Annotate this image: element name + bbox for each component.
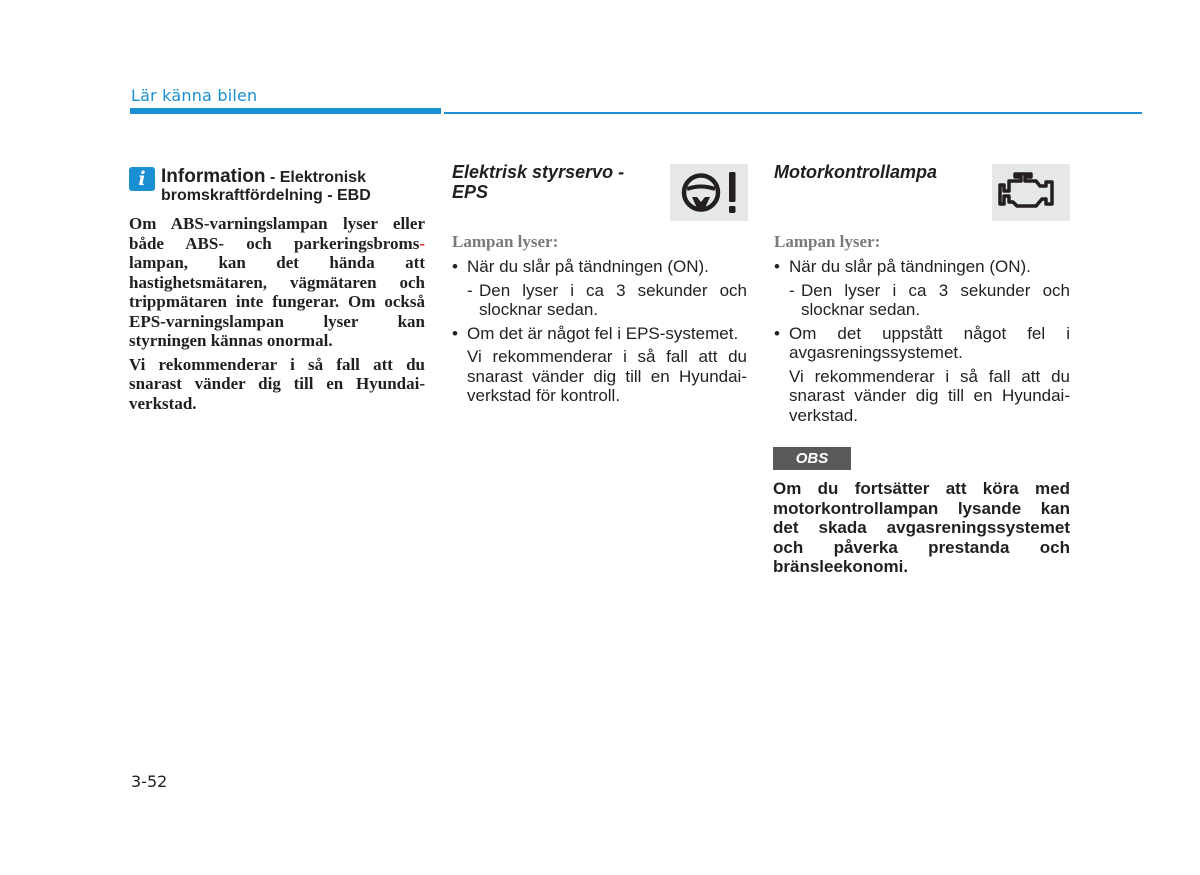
bullet: • xyxy=(452,257,458,276)
eps-bullet-1: När du slår på tändningen (ON). xyxy=(467,257,709,276)
engine-icon-box xyxy=(992,164,1070,221)
info-title xyxy=(161,168,425,205)
list-item xyxy=(452,324,747,344)
info-paragraph-1 xyxy=(129,214,425,351)
info-icon: i xyxy=(129,167,155,191)
info-title-rest-2: bromskraftfördelning - EBD xyxy=(161,187,371,204)
engine-bullet-1-sub: Den lyser i ca 3 sekunder och slocknar sedan. xyxy=(801,280,1070,319)
engine-title: Motorkontrollampa xyxy=(774,162,938,182)
eps-bullet-1-sub: Den lyser i ca 3 sekunder och slocknar sedan. xyxy=(479,280,747,319)
engine-bullet-2-note: Vi rekommenderar i så fall att du snarast vänder dig till en Hyundai-verkstad. xyxy=(789,366,1070,425)
obs-text: Om du fortsätter att köra med motorkontrollampan lysande kan det skada avgasreningssystemet och påverka prestanda och bränsleekonomi. xyxy=(773,479,1070,576)
eps-title: Elektrisk styrservo - EPS xyxy=(452,162,625,202)
list-note xyxy=(774,367,1070,426)
eps-list xyxy=(452,257,747,406)
steering-wheel-warning-icon xyxy=(670,164,748,221)
info-title-main: Information xyxy=(161,166,266,187)
section-title: Lär känna bilen xyxy=(131,86,258,105)
info-paragraph-1-part-1: Om ABS-varningslampan lyser eller både ABS- och parkeringsbroms xyxy=(129,214,425,253)
line-break-hyphen: - xyxy=(419,233,425,253)
bullet: • xyxy=(774,257,780,276)
engine-list xyxy=(774,257,1070,425)
info-paragraph-2: Vi rekommenderar i så fall att du snarast vänder dig till en Hyundai-verkstad. xyxy=(129,354,425,413)
info-body xyxy=(129,214,425,413)
engine-lampan-label: Lampan lyser: xyxy=(774,232,881,251)
eps-icon-box xyxy=(670,164,748,221)
eps-bullet-2: Om det är något fel i EPS-systemet. xyxy=(467,323,739,343)
list-subitem xyxy=(774,281,1070,320)
bullet: • xyxy=(774,323,780,343)
list-item xyxy=(774,324,1070,363)
obs-label: OBS xyxy=(773,447,851,470)
bullet: • xyxy=(452,323,458,343)
list-subitem xyxy=(452,281,747,320)
engine-check-icon xyxy=(992,164,1070,221)
dash: - xyxy=(467,280,473,300)
info-paragraph-1-part-2: lampan, kan det hända att hastighetsmätaren, vägmätaren och trippmätaren inte fungerar. Om också EPS-varningslampan lyser kan styrningen kännas onormal. xyxy=(129,253,425,350)
list-item xyxy=(774,257,1070,277)
header-rule xyxy=(444,112,1142,114)
page-number: 3-52 xyxy=(131,772,168,791)
engine-bullet-2: Om det uppstått något fel i avgasreningssystemet. xyxy=(789,323,1070,362)
dash: - xyxy=(789,280,795,300)
eps-bullet-2-note: Vi rekommenderar i så fall att du snarast vänder dig till en Hyundai-verkstad för kontroll. xyxy=(467,347,747,405)
list-item xyxy=(452,257,747,277)
engine-bullet-1: När du slår på tändningen (ON). xyxy=(789,257,1031,276)
eps-lampan-label: Lampan lyser: xyxy=(452,232,559,251)
info-title-rest-1: - Elektronisk xyxy=(265,169,366,186)
list-note xyxy=(452,347,747,406)
header-accent-bar xyxy=(130,108,441,114)
